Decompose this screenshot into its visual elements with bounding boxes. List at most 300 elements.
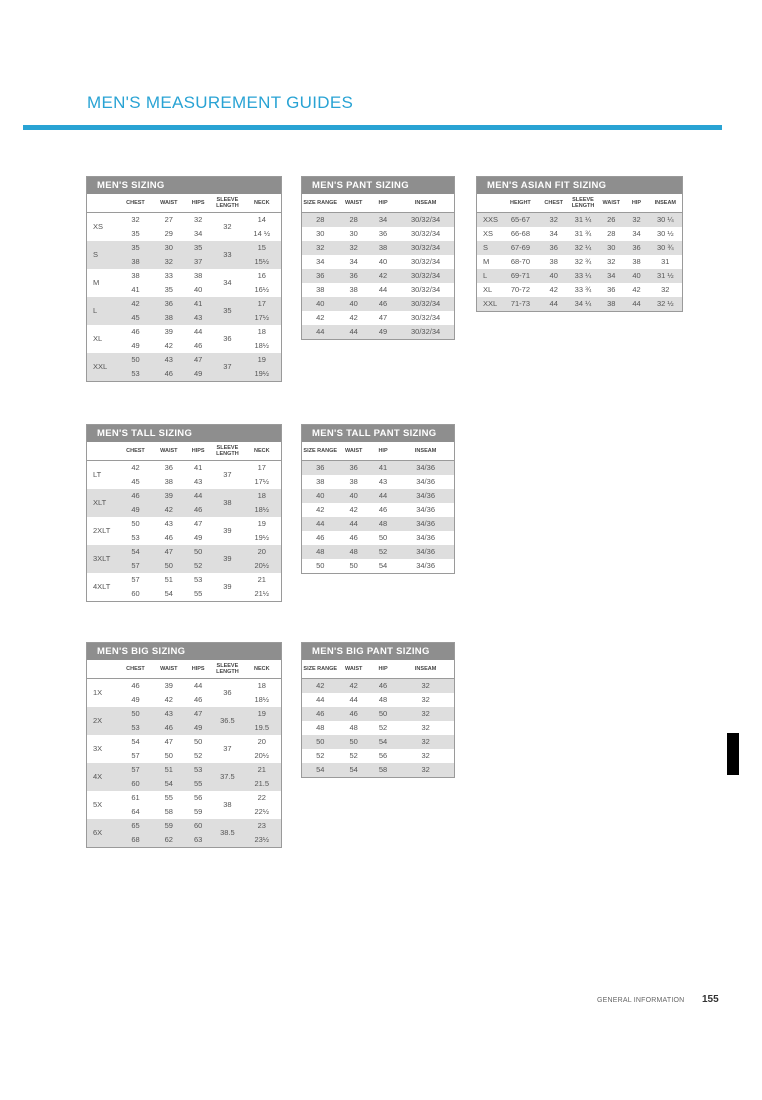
table-cell: 22 — [257, 793, 266, 802]
column-header: HIPS — [184, 442, 212, 461]
table-cell: 50 — [131, 519, 140, 528]
table-cell: 60 — [131, 589, 140, 598]
table-cell: 54 — [117, 545, 153, 559]
page-number: 155 — [702, 994, 719, 1005]
table-cell: 27 — [164, 215, 173, 224]
table-cell: 18 — [257, 327, 266, 336]
table-cell: 30/32/34 — [411, 313, 441, 322]
table-cell: 15½ — [243, 255, 281, 269]
table-cell: 32 — [421, 695, 430, 704]
size-label: S — [87, 241, 117, 269]
table-cell: 70-72 — [510, 285, 530, 294]
table-cell: 54 — [154, 777, 184, 791]
table-cell: 36 — [378, 229, 388, 238]
table-row — [87, 819, 281, 833]
table-cell: 30/32/34 — [411, 285, 441, 294]
section-tab-marker — [727, 733, 739, 775]
title-divider — [23, 125, 722, 130]
table-cell: 55 — [184, 777, 212, 791]
table-row — [87, 297, 281, 311]
table-cell: 38 — [117, 255, 153, 269]
size-label: 2X — [87, 707, 117, 735]
table-row — [302, 311, 454, 325]
table-row — [302, 531, 454, 545]
table-title: MEN'S TALL SIZING — [87, 425, 281, 442]
table-cell: 17 — [243, 297, 281, 311]
table-cell: 32 — [302, 241, 338, 255]
table-cell: 47 — [193, 519, 203, 528]
table-cell: 36 — [302, 461, 338, 476]
table-row — [477, 283, 682, 297]
table-title: MEN'S BIG PANT SIZING — [302, 643, 454, 660]
table-cell: 19 — [243, 707, 281, 721]
size-label: L — [87, 297, 117, 325]
table-cell: 47 — [164, 737, 173, 746]
table-cell: 52 — [369, 545, 397, 559]
table-row — [302, 241, 454, 255]
table-cell: 30/32/34 — [397, 213, 454, 228]
table-cell: 43 — [378, 477, 388, 486]
sleeve-length-cell: 38.5 — [212, 819, 242, 847]
table-cell: 53 — [117, 367, 153, 381]
column-header — [87, 194, 117, 213]
table-cell: 46 — [193, 695, 203, 704]
table-cell: 30 ¾ — [649, 241, 682, 255]
footer-section-label: GENERAL INFORMATION — [597, 997, 685, 1004]
header-row — [87, 660, 281, 679]
table-row — [477, 255, 682, 269]
table-cell: 46 — [369, 679, 397, 694]
table-cell: 40 — [338, 297, 368, 311]
header-row — [87, 442, 281, 461]
mens-big-sizing-table — [86, 642, 282, 848]
table-cell: 40 — [338, 489, 368, 503]
size-label: XLT — [87, 489, 117, 517]
column-header: SLEEVE LENGTH — [212, 660, 242, 679]
table-cell: 16 — [257, 271, 266, 280]
table-cell: 38 — [349, 477, 358, 486]
table-cell: 30 — [598, 241, 624, 255]
table-row — [477, 213, 682, 228]
sleeve-length-cell: 39 — [223, 526, 232, 535]
column-header: SLEEVE LENGTH — [568, 194, 598, 213]
table-cell: 42 — [316, 313, 325, 322]
page-title: MEN'S MEASUREMENT GUIDES — [87, 93, 354, 112]
column-header: INSEAM — [397, 660, 454, 679]
table-cell: 42 — [131, 463, 140, 472]
table-cell: 68-70 — [510, 257, 530, 266]
table-cell: 69-71 — [501, 269, 539, 283]
size-label: XS — [93, 222, 104, 231]
table-cell: 19 — [257, 519, 266, 528]
table-cell: 38 — [154, 311, 184, 325]
mens-asian-fit-table — [476, 176, 683, 312]
table-cell: 34 — [549, 229, 558, 238]
table-cell: 32 — [154, 255, 184, 269]
table-cell: 34/36 — [397, 489, 454, 503]
table-cell: 54 — [378, 561, 388, 570]
size-label: 4XLT — [93, 582, 111, 591]
table-row — [87, 791, 281, 805]
table-cell: 46 — [193, 341, 203, 350]
table-cell: 49 — [369, 325, 397, 339]
table-row — [302, 503, 454, 517]
table-row — [87, 573, 281, 587]
table-cell: 41 — [193, 463, 203, 472]
sleeve-length-cell: 33 — [212, 241, 242, 269]
table-row — [87, 489, 281, 503]
table-cell: 58 — [164, 807, 173, 816]
table-cell: 42 — [632, 285, 641, 294]
table-cell: 53 — [184, 763, 212, 777]
table-cell: 40 — [193, 285, 203, 294]
table-cell: 19½ — [254, 533, 270, 542]
table-cell: 18 — [243, 489, 281, 503]
table-cell: 46 — [316, 533, 325, 542]
table-cell: 48 — [349, 723, 358, 732]
column-header: CHEST — [117, 442, 153, 461]
table-cell: 17 — [257, 463, 266, 472]
table-cell: 50 — [302, 735, 338, 749]
table-cell: 38 — [316, 477, 325, 486]
table-row — [302, 749, 454, 763]
table-row — [87, 353, 281, 367]
table-cell: 30/32/34 — [397, 241, 454, 255]
table-cell: 30/32/34 — [397, 325, 454, 339]
table-cell: 46 — [154, 721, 184, 735]
sleeve-length-cell: 38 — [212, 489, 242, 517]
column-header: SLEEVE LENGTH — [212, 442, 242, 461]
table-row — [302, 559, 454, 573]
table-title: MEN'S SIZING — [87, 177, 281, 194]
table-cell: 53 — [193, 575, 203, 584]
table-row — [302, 297, 454, 311]
table-cell: 65-67 — [501, 213, 539, 228]
mens-pant-sizing-table — [301, 176, 455, 340]
table-cell: 34 — [349, 257, 358, 266]
table-cell: 31 ¾ — [574, 229, 592, 238]
table-cell: 50 — [193, 737, 203, 746]
header-row — [302, 660, 454, 679]
table-cell: 30/32/34 — [397, 269, 454, 283]
column-header — [87, 660, 117, 679]
table-cell: 32 ¼ — [568, 241, 598, 255]
table-cell: 52 — [193, 751, 203, 760]
table-cell: 35 — [131, 229, 140, 238]
table-row — [302, 475, 454, 489]
table-cell: 32 ½ — [649, 297, 682, 311]
table-cell: 34 — [316, 257, 325, 266]
sleeve-length-cell: 36 — [223, 334, 232, 343]
column-header: INSEAM — [649, 194, 682, 213]
table-cell: 33 ¼ — [568, 269, 598, 283]
table-cell: 42 — [316, 505, 325, 514]
table-cell: 56 — [378, 751, 388, 760]
table-cell: 38 — [349, 285, 358, 294]
table-cell: 30 ¼ — [649, 213, 682, 228]
table-cell: 50 — [154, 559, 184, 573]
table-cell: 38 — [131, 271, 140, 280]
table-cell: 34/36 — [416, 505, 435, 514]
table-cell: 30 ½ — [656, 229, 674, 238]
table-cell: 32 — [421, 751, 430, 760]
header-row — [477, 194, 682, 213]
table-row — [302, 325, 454, 339]
table-cell: 19½ — [243, 367, 281, 381]
table-cell: 50 — [349, 561, 358, 570]
table-cell: 30 — [154, 241, 184, 255]
table-cell: 59 — [193, 807, 203, 816]
mens-sizing-table — [86, 176, 282, 382]
sleeve-length-cell: 36.5 — [212, 707, 242, 735]
table-cell: 43 — [193, 477, 203, 486]
table-row — [87, 735, 281, 749]
size-label: XL — [93, 334, 103, 343]
table-cell: 32 — [397, 707, 454, 721]
table-cell: 14 ½ — [253, 229, 271, 238]
table-cell: 21.5 — [243, 777, 281, 791]
table-cell: 36 — [164, 463, 173, 472]
table-cell: 44 — [378, 285, 388, 294]
column-header: NECK — [243, 442, 281, 461]
sleeve-length-cell: 34 — [223, 278, 232, 287]
table-cell: 46 — [184, 503, 212, 517]
table-cell: 38 — [316, 285, 325, 294]
column-header: SIZE RANGE — [302, 194, 338, 213]
table-row — [302, 721, 454, 735]
table-cell: 44 — [338, 325, 368, 339]
column-header: HIP — [624, 194, 648, 213]
table-row — [87, 517, 281, 531]
table-cell: 40 — [302, 297, 338, 311]
table-cell: 42 — [549, 285, 558, 294]
table-cell: 34/36 — [397, 517, 454, 531]
table-cell: 61 — [131, 793, 140, 802]
table-cell: 20½ — [254, 751, 270, 760]
table-cell: 42 — [338, 679, 368, 694]
table-cell: 46 — [164, 533, 173, 542]
table-cell: 49 — [184, 367, 212, 381]
table-cell: 43 — [154, 707, 184, 721]
table-cell: 36 — [607, 285, 616, 294]
table-row — [302, 679, 454, 694]
table-cell: 22½ — [254, 807, 270, 816]
table-cell: 48 — [378, 695, 388, 704]
column-header: SLEEVE LENGTH — [212, 194, 242, 213]
table-cell: 51 — [164, 575, 173, 584]
table-cell: 44 — [349, 695, 358, 704]
table-cell: 44 — [193, 681, 203, 690]
mens-tall-sizing-table — [86, 424, 282, 602]
table-cell: 28 — [338, 213, 368, 228]
table-cell: 18½ — [243, 503, 281, 517]
table-row — [87, 545, 281, 559]
table-cell: S — [477, 241, 501, 255]
table-cell: 18½ — [254, 341, 270, 350]
table-cell: 38 — [632, 257, 641, 266]
table-row — [302, 763, 454, 777]
table-cell: 42 — [349, 505, 358, 514]
table-cell: 34/36 — [416, 477, 435, 486]
table-cell: 46 — [338, 707, 368, 721]
table-cell: 46 — [131, 327, 140, 336]
table-cell: 54 — [369, 735, 397, 749]
table-cell: 20 — [257, 737, 266, 746]
table-cell: 32 — [397, 763, 454, 777]
table-cell: 39 — [164, 327, 173, 336]
table-cell: 68 — [117, 833, 153, 847]
table-cell: 43 — [154, 353, 184, 367]
table-cell: 18½ — [254, 695, 270, 704]
table-cell: 40 — [624, 269, 648, 283]
table-cell: 46 — [154, 367, 184, 381]
table-cell: 45 — [117, 311, 153, 325]
column-header: WAIST — [338, 660, 368, 679]
table-cell: 40 — [540, 269, 568, 283]
table-cell: 19.5 — [243, 721, 281, 735]
table-cell: 41 — [369, 461, 397, 476]
table-cell: 42 — [369, 269, 397, 283]
column-header: WAIST — [154, 442, 184, 461]
table-cell: 52 — [349, 751, 358, 760]
table-cell: 59 — [154, 819, 184, 833]
table-cell: 46 — [302, 707, 338, 721]
column-header — [477, 194, 501, 213]
table-cell: 57 — [131, 575, 140, 584]
table-cell: 64 — [131, 807, 140, 816]
table-cell: 46 — [369, 297, 397, 311]
table-cell: 44 — [302, 517, 338, 531]
table-cell: 32 ¾ — [574, 257, 592, 266]
table-cell: 36 — [338, 269, 368, 283]
size-label: 2XLT — [93, 526, 111, 535]
column-header: WAIST — [598, 194, 624, 213]
table-cell: 38 — [549, 257, 558, 266]
table-title: MEN'S ASIAN FIT SIZING — [477, 177, 682, 194]
table-cell: 30/32/34 — [411, 229, 441, 238]
table-cell: 31 — [661, 257, 670, 266]
table-title: MEN'S BIG SIZING — [87, 643, 281, 660]
table-cell: 49 — [117, 503, 153, 517]
sleeve-length-cell: 37 — [223, 470, 232, 479]
table-cell: 37 — [184, 255, 212, 269]
table-row — [302, 545, 454, 559]
table-cell: 66-68 — [510, 229, 530, 238]
table-row — [302, 227, 454, 241]
table-cell: 26 — [598, 213, 624, 228]
table-cell: 55 — [193, 589, 203, 598]
table-cell: 49 — [184, 721, 212, 735]
table-row — [302, 735, 454, 749]
table-cell: 55 — [164, 793, 173, 802]
table-cell: 52 — [184, 559, 212, 573]
table-cell: 21½ — [254, 589, 270, 598]
table-cell: 49 — [193, 533, 203, 542]
table-cell: 48 — [316, 723, 325, 732]
table-cell: 42 — [302, 679, 338, 694]
table-cell: 50 — [338, 735, 368, 749]
table-cell: 46 — [131, 681, 140, 690]
table-cell: 56 — [193, 793, 203, 802]
table-cell: 42 — [117, 297, 153, 311]
table-cell: 31 ¼ — [568, 213, 598, 228]
table-cell: 50 — [316, 561, 325, 570]
table-cell: 30/32/34 — [411, 257, 441, 266]
table-cell: 53 — [131, 533, 140, 542]
table-cell: 39 — [154, 489, 184, 503]
table-cell: 50 — [117, 353, 153, 367]
table-cell: 50 — [184, 545, 212, 559]
table-cell: 49 — [131, 341, 140, 350]
table-cell: 42 — [349, 313, 358, 322]
table-cell: 36 — [302, 269, 338, 283]
table-cell: 44 — [302, 325, 338, 339]
table-row — [477, 297, 682, 311]
column-header: NECK — [243, 660, 281, 679]
table-cell: 15 — [243, 241, 281, 255]
table-cell: XL — [483, 285, 493, 294]
table-row — [477, 227, 682, 241]
table-row — [302, 269, 454, 283]
table-cell: 40 — [378, 257, 388, 266]
table-cell: 54 — [131, 737, 140, 746]
table-cell: 36 — [540, 241, 568, 255]
table-cell: 36 — [624, 241, 648, 255]
table-cell: 20½ — [243, 559, 281, 573]
sleeve-length-cell: 39 — [223, 582, 232, 591]
table-cell: 41 — [184, 297, 212, 311]
sleeve-length-cell: 32 — [223, 222, 232, 231]
column-header: HEIGHT — [501, 194, 539, 213]
column-header: CHEST — [540, 194, 568, 213]
table-cell: 54 — [302, 763, 338, 777]
column-header: HIP — [369, 442, 397, 461]
table-cell: 44 — [338, 517, 368, 531]
table-cell: 34/36 — [416, 561, 435, 570]
mens-tall-pant-table — [301, 424, 455, 574]
table-cell: 46 — [378, 505, 388, 514]
table-cell: 33 ¾ — [574, 285, 592, 294]
column-header: WAIST — [154, 194, 184, 213]
table-cell: 47 — [378, 313, 388, 322]
table-cell: 34 ¼ — [568, 297, 598, 311]
table-cell: 42 — [154, 503, 184, 517]
sleeve-length-cell: 39 — [212, 545, 242, 573]
table-row — [87, 213, 281, 228]
table-cell: 41 — [131, 285, 140, 294]
column-header: INSEAM — [397, 442, 454, 461]
sleeve-length-cell: 37 — [223, 744, 232, 753]
table-cell: 42 — [164, 695, 173, 704]
table-cell: XXS — [477, 213, 501, 228]
table-cell: 50 — [378, 533, 388, 542]
column-header: CHEST — [117, 660, 153, 679]
table-cell: 32 — [540, 213, 568, 228]
table-cell: 14 — [257, 215, 266, 224]
header-row — [87, 194, 281, 213]
column-header — [87, 442, 117, 461]
table-title: MEN'S TALL PANT SIZING — [302, 425, 454, 442]
table-row — [87, 461, 281, 476]
column-header: HIPS — [184, 194, 212, 213]
table-cell: XXL — [477, 297, 501, 311]
table-row — [87, 679, 281, 694]
table-cell: 35 — [117, 241, 153, 255]
table-cell: 52 — [316, 751, 325, 760]
column-header: CHEST — [117, 194, 153, 213]
table-row — [302, 255, 454, 269]
table-cell: 71-73 — [501, 297, 539, 311]
